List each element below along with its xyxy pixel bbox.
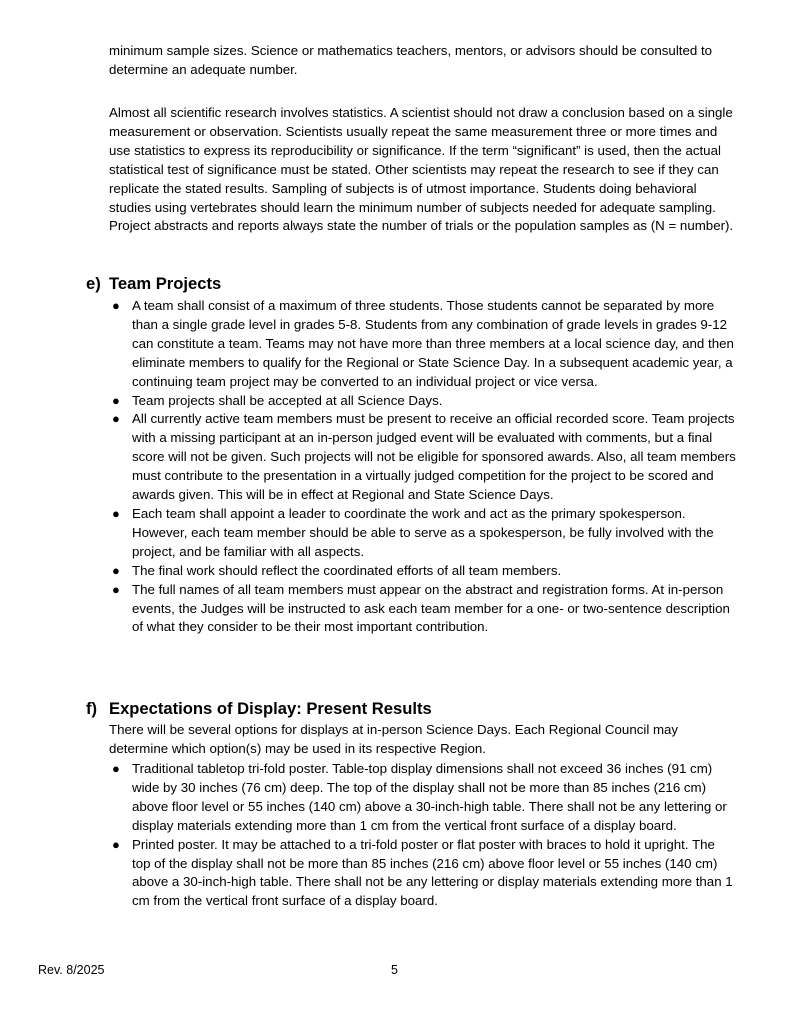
section-f-heading [86, 699, 432, 719]
list-item [109, 581, 737, 638]
list-item-text: Team projects shall be accepted at all Science Days. [132, 392, 443, 408]
page-number: 5 [391, 963, 398, 977]
list-item-text: The full names of all team members must appear on the abstract and registration forms. At in-person events, the Judges will be instructed to ask each team member for a one- or two-sentence description of what they consider to be their most important contribution. [132, 581, 730, 635]
bullet-icon: ● [112, 411, 120, 427]
list-item-text: Printed poster. It may be attached to a tri-fold poster or flat poster with braces to hold it upright. The top of the display shall not be more than 85 inches (216 cm) above floor level or 55 inches (140 cm) above a 30-inch-high table. There shall not be any lettering or display materials extending more than 1 cm from the vertical front surface of a display board. [132, 836, 733, 909]
bullet-icon: ● [112, 761, 120, 776]
list-item [109, 836, 737, 912]
list-item [109, 392, 737, 411]
bullet-icon: ● [112, 836, 120, 852]
list-item-text: A team shall consist of a maximum of three students. Those students cannot be separated by more than a single grade level in grades 5-8. Students from any combination of grade levels in grades 9-12 can constitute a team. Teams may not have more than three members at a local science day, and then eliminate members to qualify for the Regional or State Science Day. In a subsequent academic year, a continuing team project may be converted to an individual project or vice versa. [132, 298, 734, 389]
bullet-icon: ● [112, 392, 120, 408]
list-item-text: The final work should reflect the coordinated efforts of all team members. [132, 562, 562, 578]
team-projects-list [109, 297, 737, 637]
section-e-letter: e) [86, 274, 101, 293]
section-f-title: Expectations of Display: Present Results [109, 699, 432, 718]
section-f-letter: f) [86, 699, 98, 718]
revision-label: Rev. 8/2025 [38, 963, 105, 977]
bullet-icon: ● [112, 298, 120, 313]
list-item-text: All currently active team members must be present to receive an official recorded score. Team projects with a missing participant at an in-person judged event will be evaluated with comments, but a final score will not be given. Such projects will not be eligible for sponsored awards. Also, all team members must contribute to the presentation in a virtually judged competition for the project to be scored and awards given. This will be in effect at Regional and State Science Days. [132, 411, 736, 503]
list-item [109, 410, 737, 505]
list-item [109, 760, 737, 836]
section-e-title: Team Projects [109, 274, 222, 293]
bullet-icon: ● [112, 505, 120, 521]
section-e-heading [86, 274, 221, 294]
list-item [109, 562, 737, 581]
bullet-icon: ● [112, 581, 120, 597]
list-item-text: Traditional tabletop tri-fold poster. Table-top display dimensions shall not exceed 36 inches (91 cm) wide by 30 inches (76 cm) deep. The top of the display shall not be more than 85 inches (216 cm) above floor level or 55 inches (140 cm) above a 30-inch-high table. There shall not be any lettering or display materials extending more than 1 cm from the vertical front surface of a display board. [132, 761, 727, 833]
intro-continuation-paragraph: minimum sample sizes. Science or mathematics teachers, mentors, or advisors should be consulted to determine an adequate number. [109, 43, 713, 77]
section-f-intro-paragraph: There will be several options for displays at in-person Science Days. Each Regional Council may determine which option(s) may be used in its respective Region. [109, 722, 679, 756]
bullet-icon: ● [112, 562, 120, 578]
statistics-paragraph: Almost all scientific research involves statistics. A scientist should not draw a conclusion based on a single measurement or observation. Scientists usually repeat the same measurement three or more times and use statistics to express its reproducibility or significance. If the term “significant” is used, then the actual statistical test of significance must be stated. Other scientists may repeat the research to see if they can replicate the stated results. Sampling of subjects is of utmost importance. Students doing behavioral studies using vertebrates should learn the minimum number of subjects needed for adequate sampling. Project abstracts and reports always state the number of trials or the population samples as (N = number). [109, 105, 734, 234]
list-item-text: Each team shall appoint a leader to coordinate the work and act as the primary spokesperson. However, each team member should be able to serve as a spokesperson, be fully involved with the project, and be familiar with all aspects. [132, 505, 714, 559]
list-item [109, 505, 737, 562]
list-item [109, 297, 737, 392]
display-options-list [109, 760, 737, 911]
